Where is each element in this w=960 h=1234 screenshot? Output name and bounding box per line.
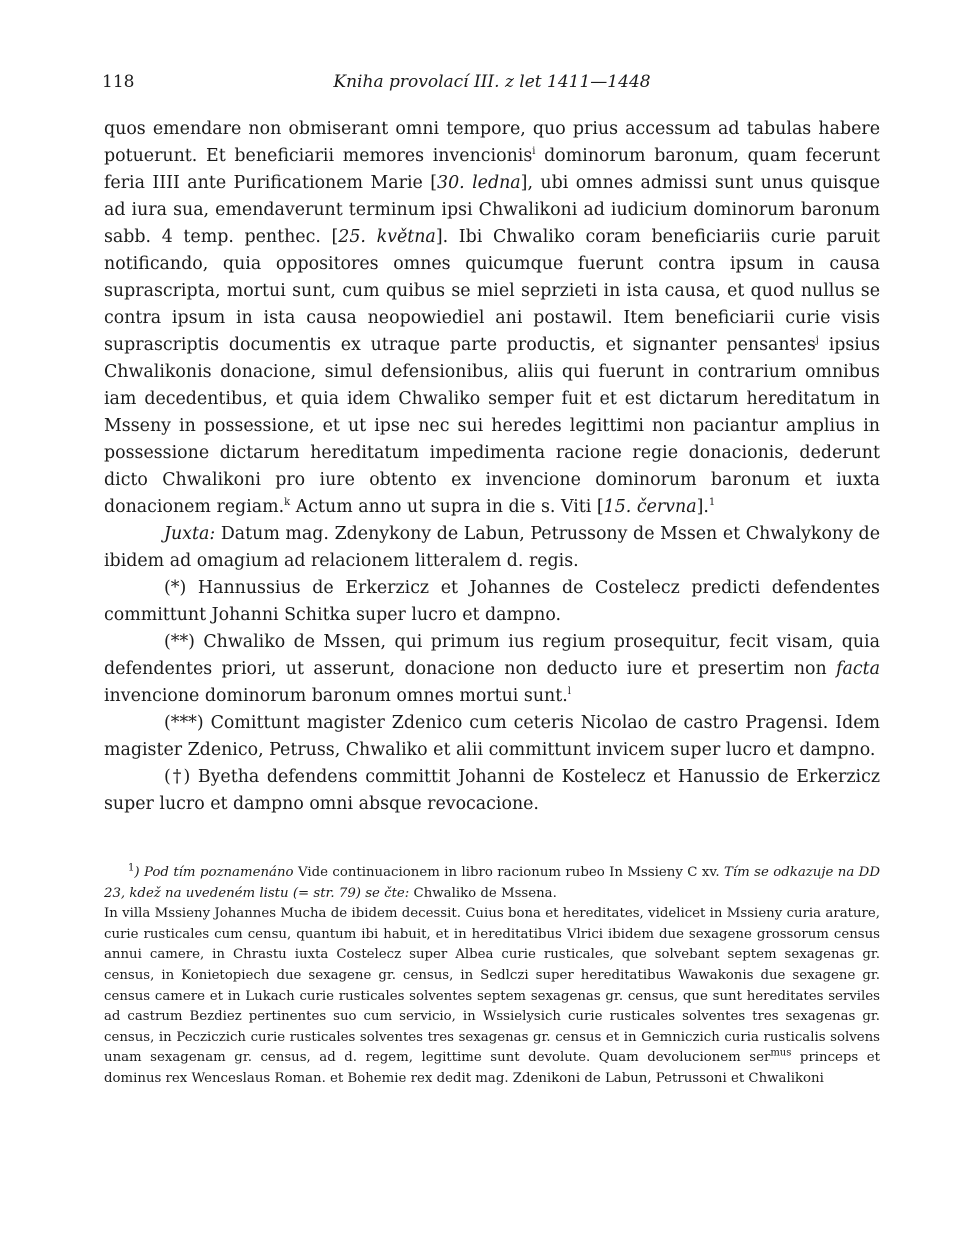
- text-run: Actum anno ut supra in die s. Viti [: [290, 497, 604, 517]
- text-run: Chwaliko de Mssena.: [409, 885, 557, 901]
- text-run: ], ubi omnes admissi sunt unus quisque ad iura sua, emendaverunt terminum ipsi Chwalikoni ad iudicium dominorum baronum sabb. 4 temp. penthec. [: [104, 173, 880, 247]
- text-run: princeps et dominus rex Wenceslaus Roman. et Bohemie rex dedit mag. Zdenikoni de Labun, Petrussoni et Chwalikoni: [104, 1050, 880, 1086]
- juxta-label: Juxta:: [164, 524, 216, 544]
- footnote-mark: j: [815, 335, 819, 347]
- paragraph-triple-asterisk: (***) Comittunt magister Zdenico cum ceteris Nicolao de castro Pragensi. Idem magister Zdenico, Petruss, Chwaliko et alii committunt invicem super lucro et dampno.: [104, 713, 880, 760]
- text-run: ].: [696, 497, 709, 517]
- footnote-1: [104, 863, 880, 904]
- footnote-mark: l: [567, 686, 571, 698]
- text-run: Pecziczich curie rusticales solventes tres sexagenas gr. census et in Gemniczich curia rusticalis solvens unam sexagenam gr. census, ad d. regem, legittime sunt devolute. Quam devolucionem ser: [104, 1029, 880, 1066]
- page-number: 118: [102, 72, 135, 92]
- text-run: (**) Chwaliko de Mssen, qui primum ius regium prosequitur, fecit visam, quia defendentes priori, ut asserunt, donacione non deducto iure et presertim non: [104, 632, 880, 679]
- text-run: Datum mag. Zdenykony de Labun, Petrussony de Mssen et Chwalykony de ibidem ad omagium ad relacionem litteralem d. regis.: [104, 524, 880, 571]
- text-run: In villa Mssieny Johannes Mucha de ibidem decessit. Cuius bona et hereditates, videlicet in Mssieny curia arature, curie rusticales cum censu, quantum ibi habuit, et in hereditatibus Vlrici ibidem due sexagene grossorum census annui camere, in Chrastu iuxta Costelecz super Albea curie rusticales, que solvebant septem sexagenas gr. census, in Konietopiech due sexagene gr. census, in Sedlczi super hereditatibus Wawakonis due sexagene gr. census camere et in Lukach curie rusticales solventes septem sexagenas gr. census, que sunt hereditates serviles ad castrum Bezdiez pertinentes suo cum servicio, in Wssielysich curie rusticales solventes tres sexagenas gr. census, in: [104, 906, 880, 1045]
- text-run: ]. Ibi Chwaliko coram beneficiariis curie paruit notificando, quia oppositores omnes quicumque fuerunt contra ipsum in causa suprascripta, mortui sunt, cum quibus se miel seprzieti in ista causa, et quod nullus se contra ipsum in ista causa neopowiediel ani postawil. Item beneficiarii curie visis suprascriptis documentis ex utraque parte productis, et signanter pensantes: [104, 227, 880, 355]
- footnote-number: 1: [128, 862, 135, 874]
- main-text: [104, 116, 880, 818]
- running-title: Kniha provolací III. z let 1411—1448: [333, 72, 651, 92]
- text-run: Vide continuacionem in libro racionum rubeo In Mssieny C xv.: [293, 865, 724, 880]
- text-run: dominorum baronum, quam fecerunt feria IIII ante Purificationem Marie [: [104, 146, 880, 193]
- paragraph-juxta: [104, 521, 880, 575]
- superscript: mus: [770, 1047, 792, 1059]
- footnote-1-continuation: [104, 904, 880, 1089]
- date-note: 30. ledna: [437, 173, 521, 193]
- italic-word: facta: [836, 659, 880, 679]
- footnote-mark: i: [532, 146, 536, 158]
- date-note: 25. května: [338, 227, 436, 247]
- footnote-mark: 1: [708, 497, 716, 509]
- paragraph-decision: [104, 116, 880, 521]
- text-run: invencione dominorum baronum omnes mortui sunt.: [104, 686, 568, 706]
- paragraph-double-asterisk: [104, 629, 880, 710]
- text-run: quos emendare non obmiserant omni tempore, quo prius accessum ad tabulas habere potuerunt. Et beneficiarii memores invencionis: [104, 119, 880, 166]
- paragraph-dagger: (†) Byetha defendens committit Johanni de Kostelecz et Hanussio de Erkerzicz super lucro et dampno omni absque revocacione.: [104, 767, 880, 814]
- footnotes: [104, 863, 880, 1090]
- footnote-mark: k: [284, 497, 291, 509]
- page-header: [102, 72, 882, 96]
- date-note: 15. června: [603, 497, 697, 517]
- text-run: ipsius Chwalikonis donacione, simul defensionibus, aliis qui fuerunt in contrarium omnibus iam decedentibus, et quia idem Chwaliko semper fuit et est dictarum hereditatum in Msseny in possessione, et ut ipse nec sui heredes legittimi non paciantur amplius in possessione dictarum hereditatum impedimenta racione regie donacionis, dederunt dicto Chwalikoni pro iure obtento ex invencione dominorum baronum et iuxta donacionem regiam.: [104, 335, 880, 517]
- paragraph-single-asterisk: (*) Hannussius de Erkerzicz et Johannes de Costelecz predicti defendentes committunt Johanni Schitka super lucro et dampno.: [104, 578, 880, 625]
- text-run: Tím se odkazuje na DD 23, kdež na uvedeném listu (= str. 79) se čte:: [104, 865, 880, 901]
- text-run: ) Pod tím poznamenáno: [134, 865, 294, 880]
